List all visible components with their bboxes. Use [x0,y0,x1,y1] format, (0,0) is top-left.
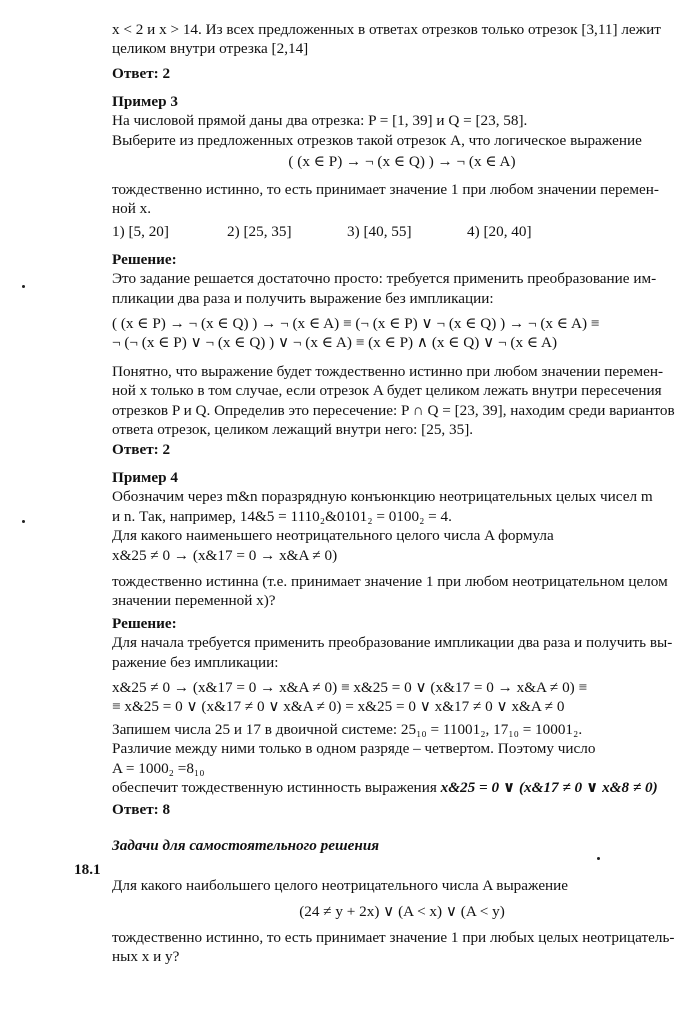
example-4-line-2: и n. Так, например, 14&5 = 1110₂&0101₂ = 0100₂ = 4. [112,507,452,525]
example-4-sol-line-5: A = 1000₂ =8₁₀ [112,759,205,777]
example-4-answer: Ответ: 8 [112,801,171,818]
option-1: 1) [5, 20] [112,223,169,240]
example-4-sol-line-6-prefix: обеспечит тождественную истинность выражения [112,779,441,797]
option-4: 4) [20, 40] [467,223,532,240]
intro-line-2: целиком внутри отрезка [2,14] [112,40,309,58]
answer-1: Ответ: 2 [112,65,171,82]
option-2: 2) [25, 35] [227,223,292,240]
tasks-heading: Задачи для самостоятельного решения [112,837,380,854]
example-4-conclusion [112,720,692,798]
example-3-sol-line-5: отрезков P и Q. Определив это пересечение: P ∩ Q = [23, 39], находим среди вариантов [112,401,675,419]
example-3-options [112,222,692,241]
example-4-line-1: Обозначим через m&n поразрядную конъюнкцию неотрицательных целых чисел m [112,488,653,506]
task-18-1 [112,876,692,895]
example-4-sol-line-4: Различие между ними только в одном разряде – четвертом. Поэтому число [112,740,596,758]
example-4-formula: x&25 ≠ 0 → (x&17 = 0 → x&A ≠ 0) [112,547,338,564]
example-3-solution [112,250,692,308]
example-4-sol-line-1: Для начала требуется применить преобразование импликации два раза и получить вы- [112,634,673,652]
scan-mark [22,285,25,288]
example-3-line-2: Выберите из предложенных отрезков такой отрезок A, что логическое выражение [112,131,642,149]
example-3-sol-line-1: Это задание решается достаточно просто: требуется применить преобразование им- [112,270,657,288]
task-number: 18.1 [74,861,101,878]
example-4 [112,468,692,546]
example-4-solution [112,614,692,672]
example-3-formula-line-2: ¬ (¬ (x ∈ P) ∨ ¬ (x ∈ Q) ) ∨ ¬ (x ∈ A) ≡ (x ∈ P) ∧ (x ∈ Q) ∨ ¬ (x ∈ A) [112,334,558,352]
example-4-formula-line-1: x&25 ≠ 0 → (x&17 = 0 → x&A ≠ 0) ≡ x&25 = 0 ∨ (x&17 = 0 → x&A ≠ 0) ≡ [112,679,588,696]
intro-line-1: x < 2 и x > 14. Из всех предложенных в ответах отрезков только отрезок [3,11] лежит [112,21,661,38]
example-3-derivation [112,314,692,353]
intro-paragraph [112,20,692,59]
example-3-formula: ( (x ∈ P) → ¬ (x ∈ Q) ) → ¬ (x ∈ A) [288,153,516,170]
example-3-answer: Ответ: 2 [112,441,171,458]
task-line-2: тождественно истинно, то есть принимает значение 1 при любых целых неотрицатель- [112,929,675,946]
example-3-sol-line-4: ной x только в том случае, если отрезок A будет целиком лежать внутри пересечения [112,382,662,400]
example-3-sol-line-3: Понятно, что выражение будет тождественно истинно при любом значении перемен- [112,363,664,380]
example-3-formula-line-1: ( (x ∈ P) → ¬ (x ∈ Q) ) → ¬ (x ∈ A) ≡ (¬ (x ∈ P) ∨ ¬ (x ∈ Q) ) → ¬ (x ∈ A) ≡ [112,315,600,332]
example-4-solution-heading: Решение: [112,615,177,632]
example-3-sol-line-2: пликации два раза и получить выражение без импликации: [112,289,494,307]
task-text [112,928,692,967]
example-3-sol-line-6: ответа отрезок, целиком лежащий внутри него: [25, 35]. [112,421,474,439]
example-4-text [112,572,692,611]
example-4-line-5: значении переменной x)? [112,592,276,610]
example-3-heading: Пример 3 [112,93,178,110]
example-4-line-4: тождественно истинна (т.е. принимает значение 1 при любом неотрицательном целом [112,573,668,590]
example-4-sol-line-6 [112,778,692,797]
scan-mark [597,857,600,860]
example-3-line-4: ной x. [112,200,152,218]
task-line-1: Для какого наибольшего целого неотрицательного числа A выражение [112,877,569,894]
example-3-line-3: тождественно истинно, то есть принимает значение 1 при любом значении перемен- [112,181,659,198]
example-3-text [112,180,692,219]
example-3-conclusion [112,362,692,440]
example-4-heading: Пример 4 [112,469,178,486]
example-4-derivation [112,678,692,717]
example-4-formula-line-2: ≡ x&25 = 0 ∨ (x&17 ≠ 0 ∨ x&A ≠ 0) = x&25 = 0 ∨ x&17 ≠ 0 ∨ x&A ≠ 0 [112,698,565,716]
example-4-sol-line-3: Запишем числа 25 и 17 в двоичной системе: 25₁₀ = 11001₂, 17₁₀ = 10001₂. [112,721,583,738]
example-4-sol-line-2: ражение без импликации: [112,653,279,671]
task-line-3: ных x и y? [112,948,180,966]
option-3: 3) [40, 55] [347,223,412,240]
example-3 [112,92,692,150]
example-3-solution-heading: Решение: [112,251,177,268]
example-4-sol-line-6-formula: x&25 = 0 ∨ (x&17 ≠ 0 ∨ x&8 ≠ 0) [440,779,658,797]
example-4-line-3: Для какого наименьшего неотрицательного целого числа A формула [112,527,554,545]
task-formula: (24 ≠ y + 2x) ∨ (A < x) ∨ (A < y) [299,903,505,920]
scan-mark [22,520,25,523]
example-3-line-1: На числовой прямой даны два отрезка: P = [1, 39] и Q = [23, 58]. [112,112,528,130]
